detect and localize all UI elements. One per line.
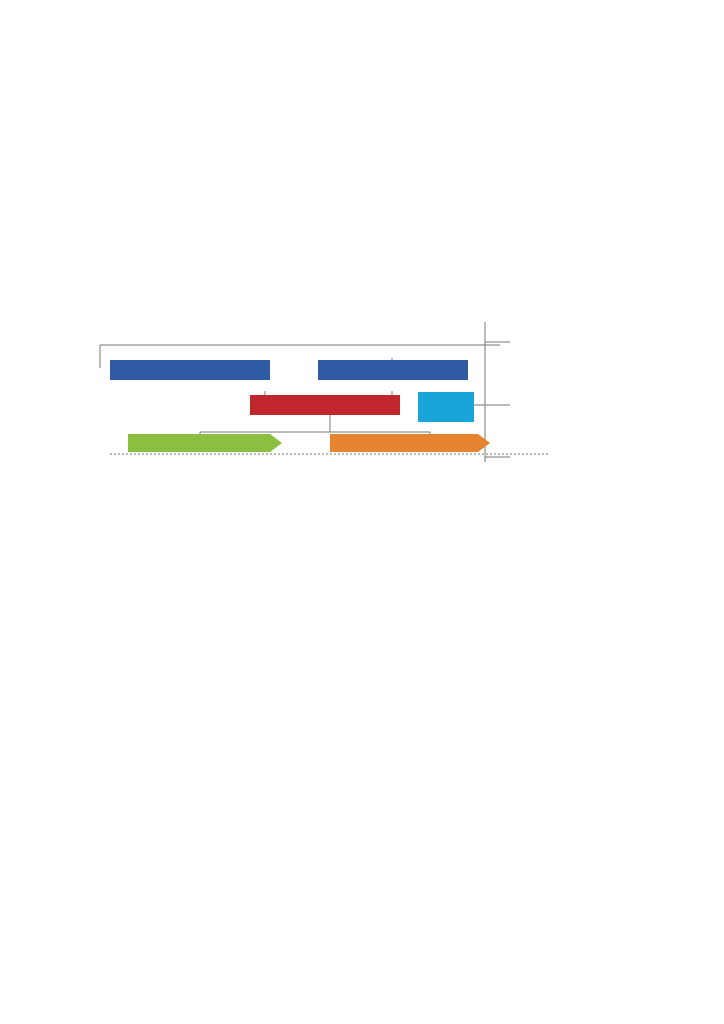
c-banner <box>418 392 474 422</box>
b2-banner <box>330 434 490 452</box>
b1-banner <box>128 434 282 452</box>
a2-banner <box>318 360 468 380</box>
market-structure-diagram <box>0 262 724 582</box>
center-banner <box>250 395 400 415</box>
a1-banner <box>110 360 270 380</box>
